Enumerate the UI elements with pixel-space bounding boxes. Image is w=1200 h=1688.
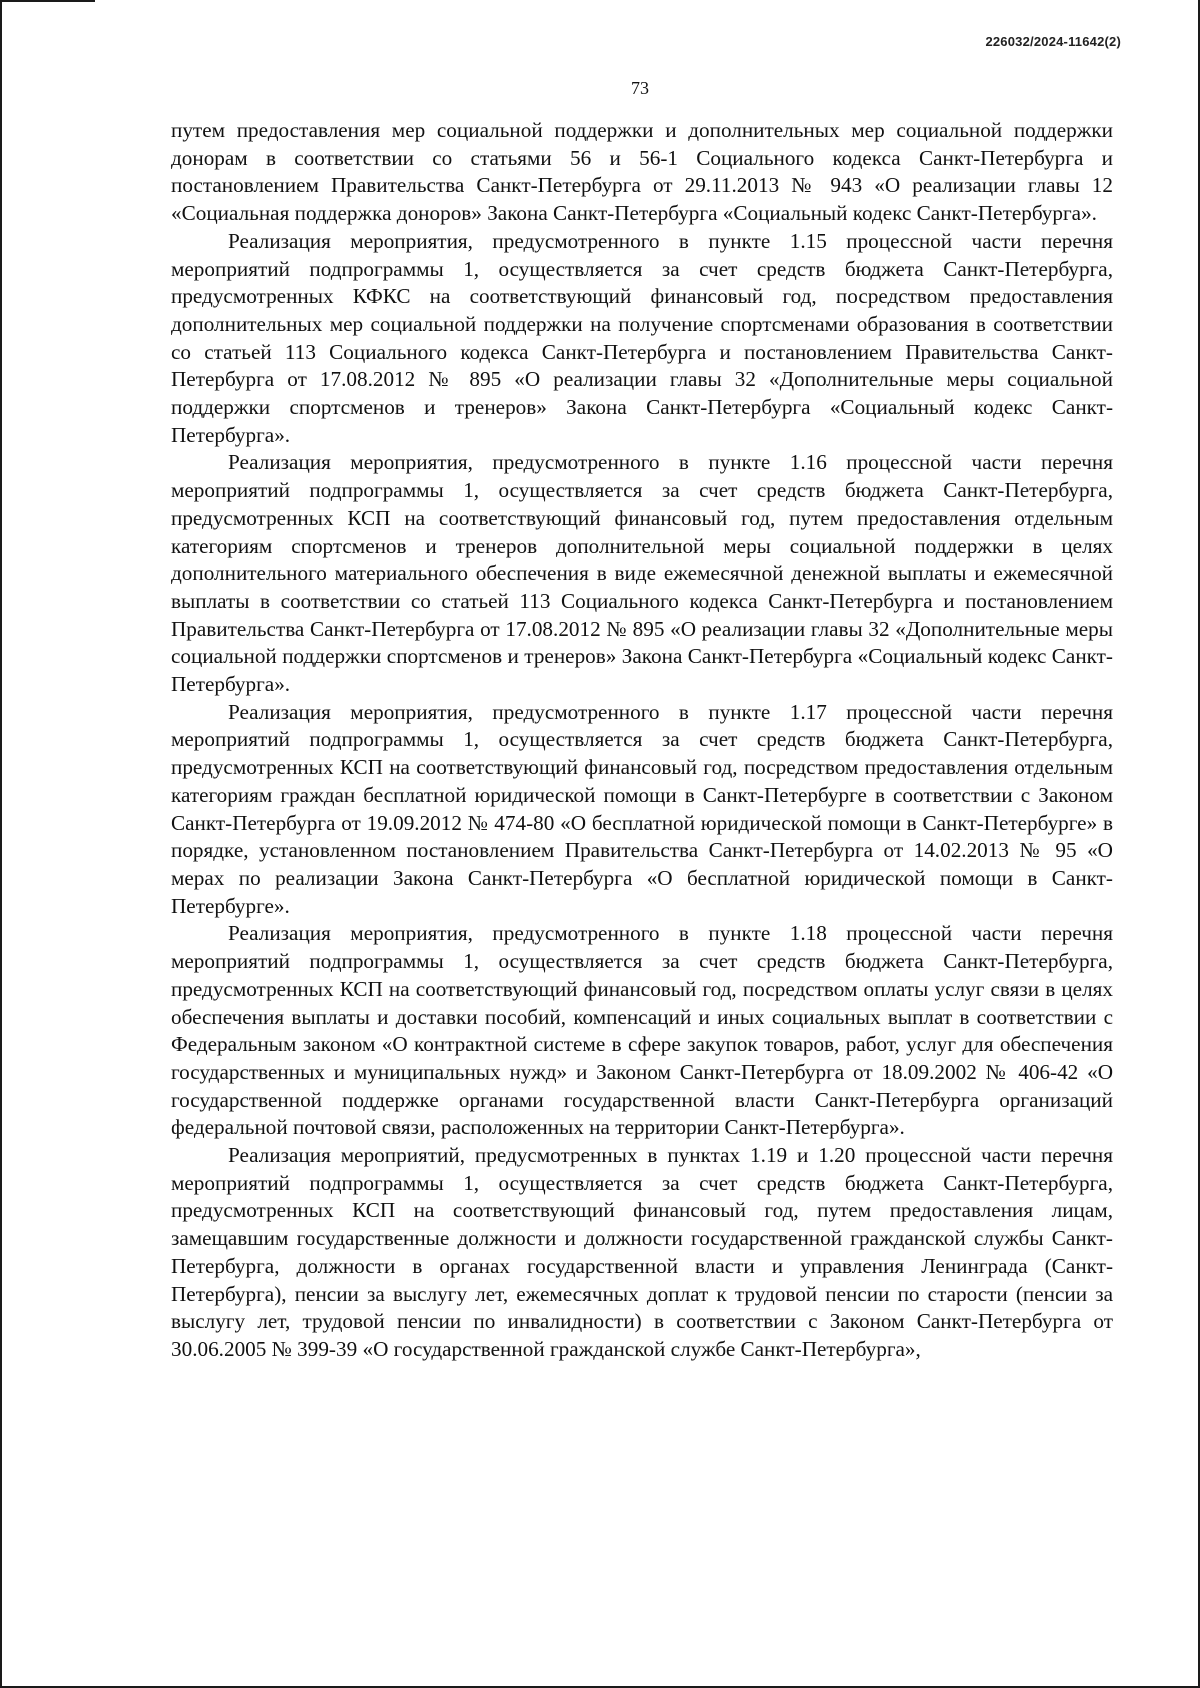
paragraph: Реализация мероприятия, предусмотренного в пункте 1.16 процессной части перечня мероприятий подпрограммы 1, осуществляется за счет средств бюджета Санкт-Петербурга, предусмотренных КСП на соответствующий финансовый год, путем предоставления отдельным категориям спортсменов и тренеров дополнительной меры социальной поддержки в целях дополнительного материального обеспечения в виде ежемесячной денежной выплаты и ежемесячной выплаты в соответствии со статьей 113 Социального кодекса Санкт-Петербурга и постановлением Правительства Санкт-Петербурга от 17.08.2012 № 895 «О реализации главы 32 «Дополнительные меры социальной поддержки спортсменов и тренеров» Закона Санкт-Петербурга «Социальный кодекс Санкт-Петербурга».	[171, 450, 1113, 697]
scan-border-top	[0, 0, 95, 2]
page-number: 73	[631, 78, 649, 98]
paragraph: Реализация мероприятия, предусмотренного в пункте 1.18 процессной части перечня мероприятий подпрограммы 1, осуществляется за счет средств бюджета Санкт-Петербурга, предусмотренных КСП на соответствующий финансовый год, посредством оплаты услуг связи в целях обеспечения выплаты и доставки пособий, компенсаций и иных социальных выплат в соответствии с Федеральным законом «О контрактной системе в сфере закупок товаров, работ, услуг для обеспечения государственных и муниципальных нужд» и Законом Санкт-Петербурга от 18.09.2002 № 406-42 «О государственной поддержке органами государственной власти Санкт-Петербурга организаций федеральной почтовой связи, расположенных на территории Санкт-Петербурга».	[171, 921, 1113, 1140]
scan-border-left	[0, 0, 2, 1688]
document-body	[171, 117, 1113, 1364]
paragraph: Реализация мероприятия, предусмотренного в пункте 1.15 процессной части перечня мероприятий подпрограммы 1, осуществляется за счет средств бюджета Санкт-Петербурга, предусмотренных КФКС на соответствующий финансовый год, посредством предоставления дополнительных мер социальной поддержки на получение спортсменами образования в соответствии со статьей 113 Социального кодекса Санкт-Петербурга и постановлением Правительства Санкт-Петербурга от 17.08.2012 № 895 «О реализации главы 32 «Дополнительные меры социальной поддержки спортсменов и тренеров» Закона Санкт-Петербурга «Социальный кодекс Санкт-Петербурга».	[171, 228, 1113, 447]
paragraph: Реализация мероприятия, предусмотренного в пункте 1.17 процессной части перечня мероприятий подпрограммы 1, осуществляется за счет средств бюджета Санкт-Петербурга, предусмотренных КСП на соответствующий финансовый год, посредством предоставления отдельным категориям граждан бесплатной юридической помощи в Санкт-Петербурге в соответствии с Законом Санкт-Петербурга от 19.09.2012 № 474-80 «О бесплатной юридической помощи в Санкт-Петербурге» в порядке, установленном постановлением Правительства Санкт-Петербурга от 14.02.2013 № 95 «О мерах по реализации Закона Санкт-Петербурга «О бесплатной юридической помощи в Санкт-Петербурге».	[171, 699, 1113, 918]
paragraph: путем предоставления мер социальной поддержки и дополнительных мер социальной поддержки донорам в соответствии со статьями 56 и 56-1 Социального кодекса Санкт-Петербурга и постановлением Правительства Санкт-Петербурга от 29.11.2013 № 943 «О реализации главы 12 «Социальная поддержка доноров» Закона Санкт-Петербурга «Социальный кодекс Санкт-Петербурга».	[171, 118, 1113, 226]
document-id: 226032/2024-11642(2)	[985, 34, 1121, 49]
paragraph: Реализация мероприятий, предусмотренных в пунктах 1.19 и 1.20 процессной части перечня мероприятий подпрограммы 1, осуществляется за счет средств бюджета Санкт-Петербурга, предусмотренных КСП на соответствующий финансовый год, путем предоставления лицам, замещавшим государственные должности и должности государственной гражданской службы Санкт-Петербурга, должности в органах государственной власти и управления Ленинграда (Санкт-Петербурга), пенсии за выслугу лет, ежемесячных доплат к трудовой пенсии по старости (пенсии за выслугу лет, трудовой пенсии по инвалидности) в соответствии с Законом Санкт-Петербурга от 30.06.2005 № 399-39 «О государственной гражданской службе Санкт-Петербурга»,	[171, 1143, 1113, 1361]
